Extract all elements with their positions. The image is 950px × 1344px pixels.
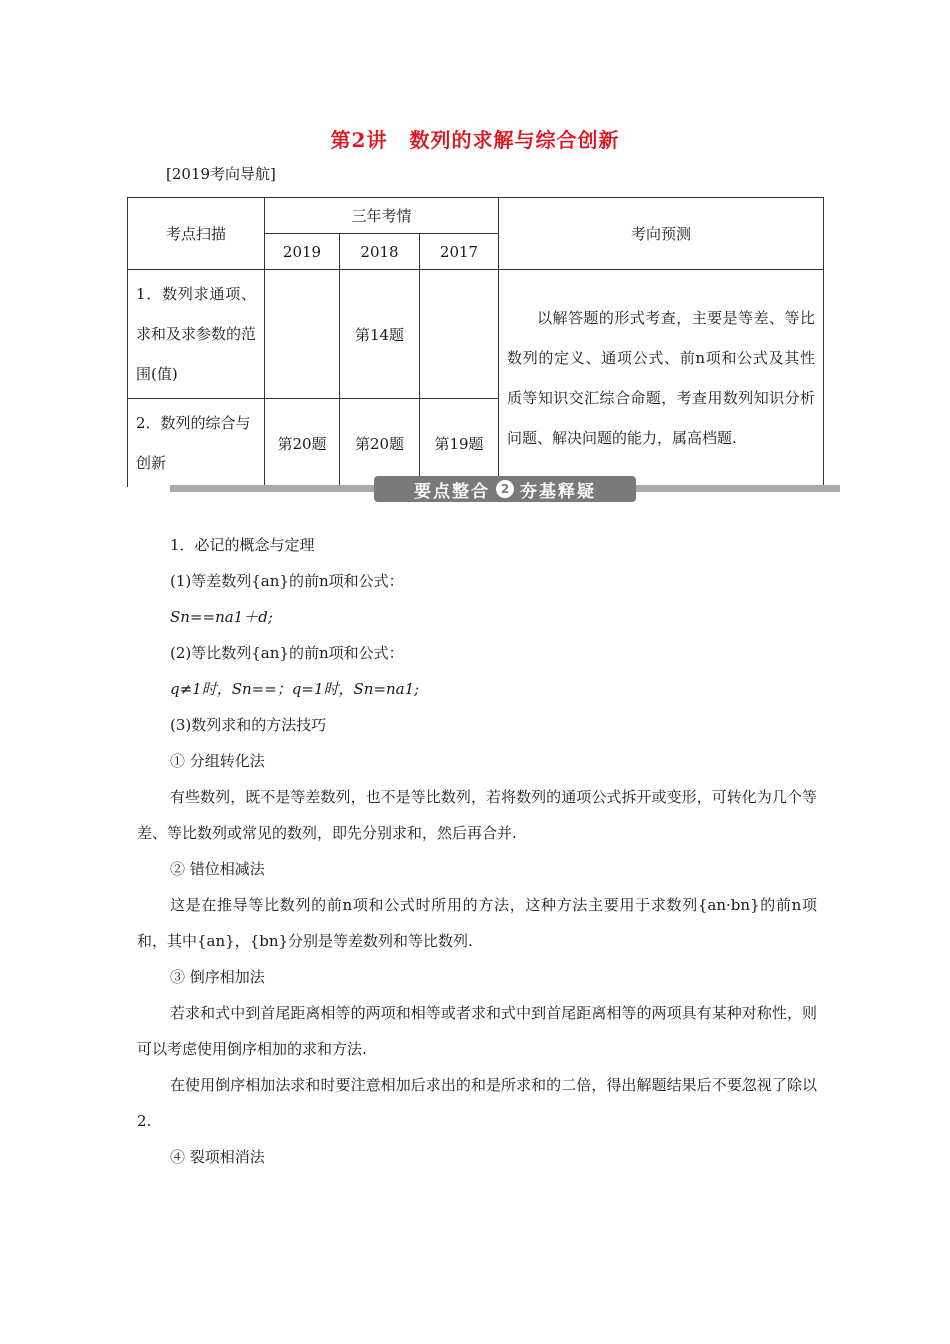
banner-badge	[374, 476, 636, 502]
method-paragraph: 有些数列，既不是等差数列，也不是等比数列，若将数列的通项公式拆开或变形，可转化为几个等差、等比数列或常见的数列，即先分别求和，然后再合并.	[137, 788, 817, 842]
exam-cell: 第20题	[340, 399, 420, 488]
header-forecast: 考向预测	[499, 198, 824, 270]
method-paragraph: 这是在推导等比数列的前n项和公式时所用的方法，这种方法主要用于求数列{an·bn}的前n项和，其中{an}，{bn}分别是等差数列和等比数列.	[137, 896, 817, 950]
exam-cell	[420, 270, 499, 399]
banner-right-text: 夯基释疑	[520, 481, 596, 502]
table-row	[128, 270, 824, 399]
main-content	[137, 527, 817, 1175]
arithmetic-sum-title: (1)等差数列{an}的前n项和公式：	[170, 572, 404, 590]
forecast-cell	[499, 270, 824, 488]
table-header-row	[128, 198, 824, 234]
header-scan: 考点扫描	[128, 198, 265, 270]
methods-title: (3)数列求和的方法技巧	[170, 716, 327, 734]
year-2017: 2017	[420, 234, 499, 270]
method-paragraph: 若求和式中到首尾距离相等的两项和相等或者求和式中到首尾距离相等的两项具有某种对称性，则可以考虑使用倒序相加的求和方法.	[137, 1004, 817, 1058]
method-heading: ③ 倒序相加法	[170, 968, 265, 986]
section-label: [2019考向导航]	[166, 165, 276, 183]
section-banner	[170, 476, 840, 502]
page-title	[0, 124, 950, 153]
lecture-number: 第2讲	[330, 128, 388, 152]
year-2019: 2019	[265, 234, 340, 270]
exam-cell	[265, 270, 340, 399]
arithmetic-sum-formula: Sn==na1＋d;	[170, 608, 273, 626]
method-heading: ① 分组转化法	[170, 752, 265, 770]
year-2018: 2018	[340, 234, 420, 270]
banner-left-text: 要点整合	[414, 481, 490, 502]
banner-number-icon: 2	[496, 480, 514, 498]
method-paragraph: 在使用倒序相加法求和时要注意相加后求出的和是所求和的二倍，得出解题结果后不要忽视了除以2.	[137, 1076, 817, 1130]
lecture-topic: 数列的求解与综合创新	[409, 128, 620, 152]
method-heading: ④ 裂项相消法	[170, 1148, 265, 1166]
header-three-years: 三年考情	[265, 198, 499, 234]
exam-trend-table	[127, 197, 824, 488]
exam-cell: 第14题	[340, 270, 420, 399]
forecast-text: 以解答题的形式考查，主要是等差、等比数列的定义、通项公式、前n项和公式及其性质等知识交汇综合命题，考查用数列知识分析问题、解决问题的能力，属高档题.	[507, 309, 815, 448]
geometric-sum-formula: q≠1时，Sn==；q=1时，Sn=na1;	[170, 680, 420, 698]
exam-cell: 第19题	[420, 399, 499, 488]
topic-cell: 2．数列的综合与创新	[128, 399, 265, 488]
exam-cell: 第20题	[265, 399, 340, 488]
topic-cell: 1．数列求通项、求和及求参数的范围(值)	[128, 270, 265, 399]
method-heading: ② 错位相减法	[170, 860, 265, 878]
geometric-sum-title: (2)等比数列{an}的前n项和公式：	[170, 644, 404, 662]
heading-concepts: 1．必记的概念与定理	[170, 536, 315, 554]
